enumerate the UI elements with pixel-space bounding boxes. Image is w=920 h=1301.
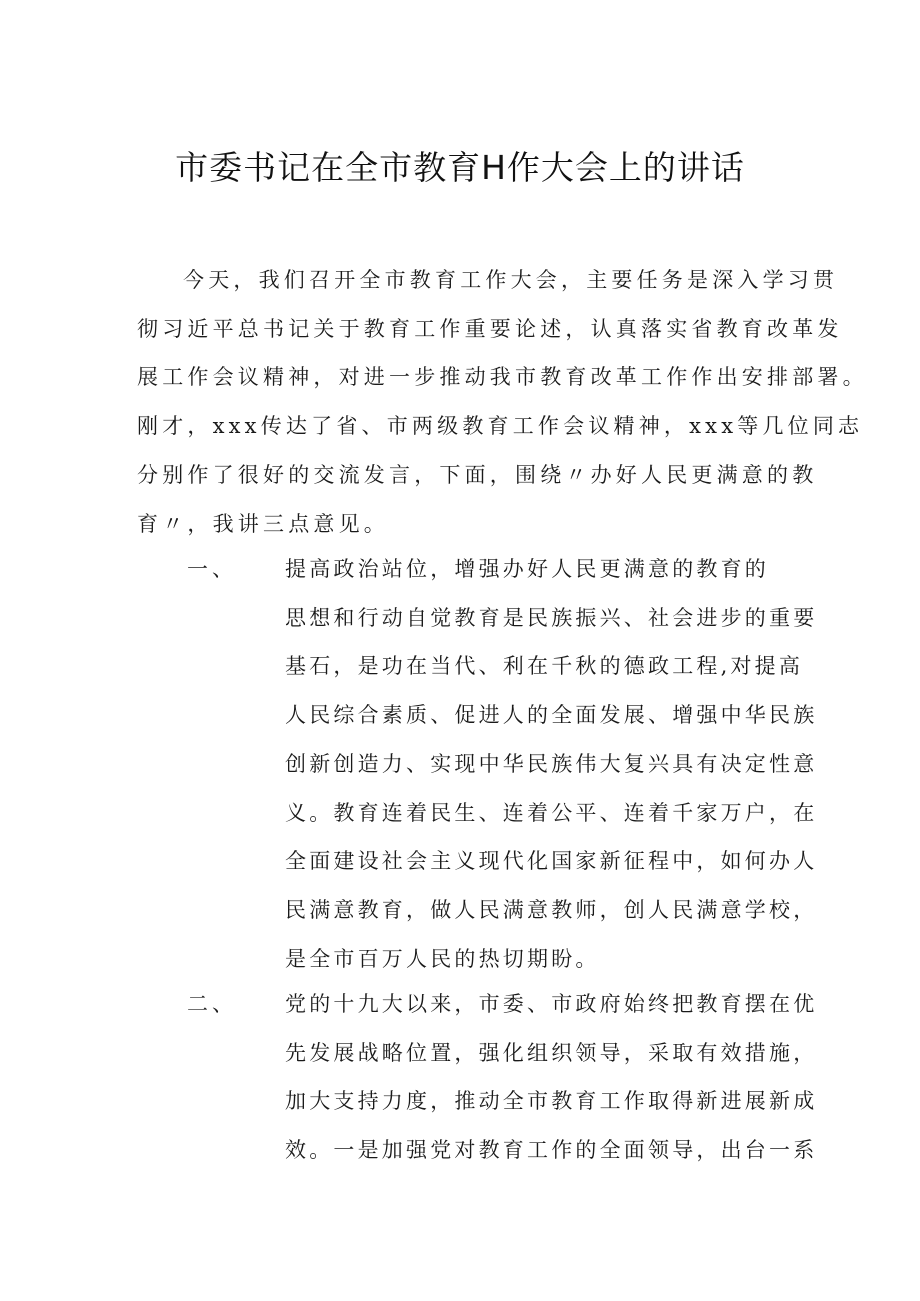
intro-line: 展工作会议精神，对进一步推动我市教育改革工作作出安排部署。 [137,365,868,390]
section-line: 提高政治站位，增强办好人民更满意的教育的 [285,557,769,581]
section-line: 全面建设社会主义现代化国家新征程中，如何办人 [285,849,818,874]
section-line: 先发展战略位置，强化组织领导，采取有效措施， [285,1040,818,1065]
section-line: 基石，是功在当代、利在千秋的德政工程,对提高 [285,654,804,679]
section-line: 是全市百万人民的热切期盼。 [285,946,600,971]
section-line: 党的十九大以来，市委、市政府始终把教育摆在优 [285,992,818,1016]
section-line: 加大支持力度，推动全市教育工作取得新进展新成 [285,1089,818,1114]
section-number: 二、 [187,992,237,1016]
intro-line: 育〃，我讲三点意见。 [137,511,389,536]
section-line: 创新创造力、实现中华民族伟大复兴具有决定性意 [285,751,818,776]
intro-line: 刚才，xxx传达了省、市两级教育工作会议精神，xxx等几位同志 [137,414,864,439]
intro-paragraph [137,256,868,548]
section-number: 一、 [187,557,237,581]
section-line: 民满意教育，做人民满意教师，创人民满意学校， [285,897,818,922]
intro-line: 分别作了很好的交流发言，下面，围绕〃办好人民更满意的教 [137,462,818,487]
section-line: 效。一是加强党对教育工作的全面领导，出台一系 [285,1138,818,1163]
section-line: 义。教育连着民生、连着公平、连着千家万户，在 [285,800,818,825]
document-title: 市委书记在全市教育H作大会上的讲话 [175,148,745,187]
section-body [285,545,818,983]
section-line: 人民综合素质、促进人的全面发展、增强中华民族 [285,703,818,728]
intro-line: 彻习近平总书记关于教育工作重要论述，认真落实省教育改革发 [137,316,843,341]
intro-line: 今天，我们召开全市教育工作大会，主要任务是深入学习贯 [183,268,839,292]
section-line: 思想和行动自觉教育是民族振兴、社会进步的重要 [285,605,818,630]
section-body [285,980,818,1175]
